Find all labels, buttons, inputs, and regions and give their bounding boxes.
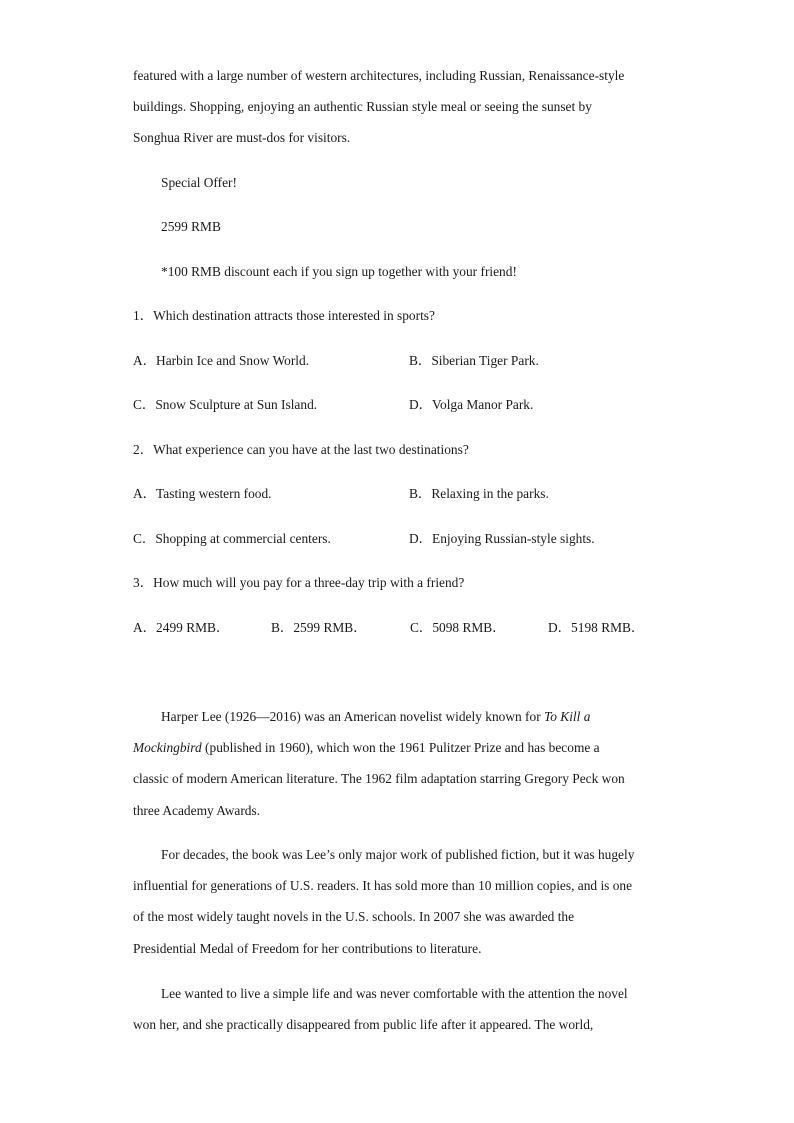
passage2-p1-line-1-text: Harper Lee (1926—2016) was an American novelist widely known for (161, 709, 545, 724)
question-2-stem: 2．What experience can you have at the last two destinations? (133, 442, 469, 457)
passage2-p1-line-3: classic of modern American literature. The 1962 film adaptation starring Gregory Peck won (133, 771, 625, 786)
question-1-option-a: A．Harbin Ice and Snow World. (133, 353, 310, 368)
question-3-option-b: B．2599 RMB． (271, 620, 367, 635)
passage2-p2-line-3: of the most widely taught novels in the U.S. schools. In 2007 she was awarded the (133, 909, 575, 924)
passage2-p2-line-1: For decades, the book was Lee’s only major work of published fiction, but it was hugely (161, 847, 635, 862)
offer-discount: *100 RMB discount each if you sign up together with your friend! (161, 264, 517, 279)
question-2-option-b: B．Relaxing in the parks. (409, 486, 549, 501)
passage2-p3-line-2: won her, and she practically disappeared from public life after it appeared. The world, (133, 1017, 594, 1032)
passage2-p3-line-1: Lee wanted to live a simple life and was never comfortable with the attention the novel (161, 986, 628, 1001)
question-1-stem: 1．Which destination attracts those interested in sports? (133, 308, 435, 323)
question-1-option-b: B．Siberian Tiger Park. (409, 353, 539, 368)
passage2-p2-line-4: Presidential Medal of Freedom for her contributions to literature. (133, 941, 482, 956)
passage2-p1-line-4: three Academy Awards. (133, 803, 261, 818)
offer-price: 2599 RMB (161, 219, 221, 234)
passage1-line-1: featured with a large number of western architectures, including Russian, Renaissance-style (133, 68, 625, 83)
question-2-option-d: D．Enjoying Russian-style sights. (409, 531, 595, 546)
question-3-option-d: D．5198 RMB． (548, 620, 645, 635)
passage2-p2-line-2: influential for generations of U.S. readers. It has sold more than 10 million copies, and is one (133, 878, 633, 893)
passage2-p1-line-1 (161, 709, 590, 725)
question-1-option-d: D．Volga Manor Park. (409, 397, 534, 412)
passage1-line-3: Songhua River are must-dos for visitors. (133, 130, 351, 145)
question-3-option-c: C．5098 RMB． (410, 620, 506, 635)
passage1-line-2: buildings. Shopping, enjoying an authentic Russian style meal or seeing the sunset by (133, 99, 592, 114)
question-3-stem: 3．How much will you pay for a three-day trip with a friend? (133, 575, 465, 590)
question-2-option-c: C．Shopping at commercial centers. (133, 531, 331, 546)
book-title-part-1: To Kill a (544, 709, 591, 724)
question-1-option-c: C．Snow Sculpture at Sun Island. (133, 397, 318, 412)
offer-title: Special Offer! (161, 175, 237, 190)
book-title-part-2: Mockingbird (133, 740, 202, 755)
passage2-p1-line-2-text: (published in 1960), which won the 1961 Pulitzer Prize and has become a (201, 740, 600, 755)
question-2-option-a: A．Tasting western food. (133, 486, 272, 501)
question-3-option-a: A．2499 RMB． (133, 620, 230, 635)
passage2-p1-line-2 (133, 740, 600, 756)
